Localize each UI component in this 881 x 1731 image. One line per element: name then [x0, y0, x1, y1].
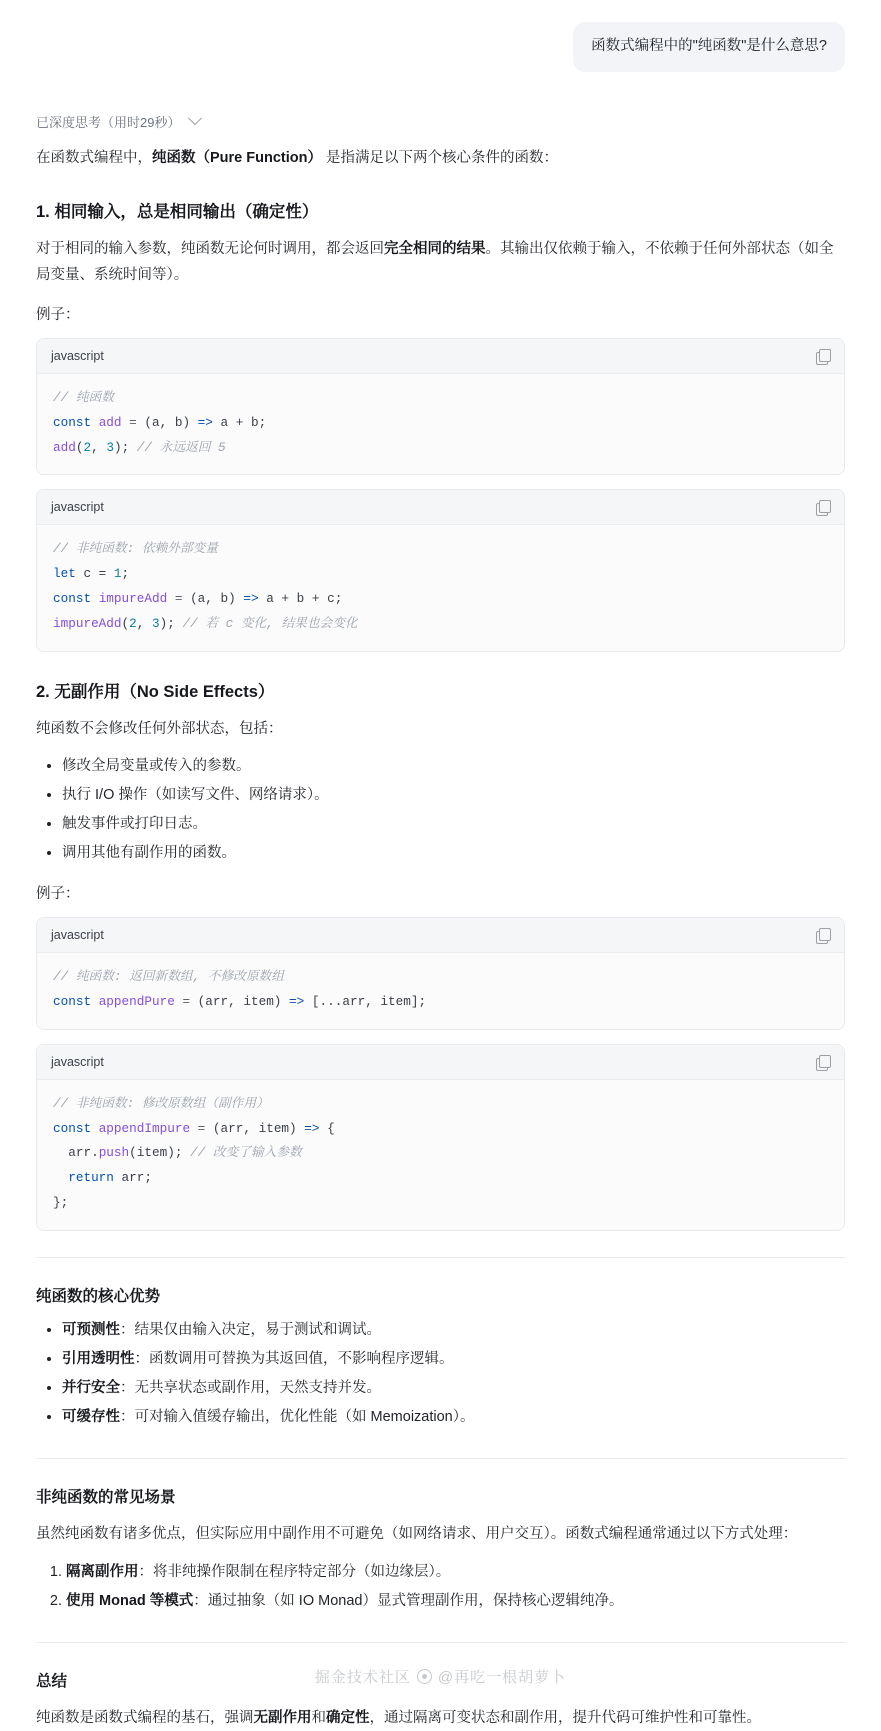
code-token: impureAdd — [98, 591, 168, 607]
code-token: => — [197, 414, 213, 430]
code-token: => — [289, 994, 305, 1010]
divider — [36, 1458, 845, 1459]
code-token: a + b; — [212, 414, 267, 430]
summary-pre: 纯函数是函数式编程的基石，强调 — [36, 1709, 254, 1726]
code-token: , — [136, 615, 153, 631]
code-token: // 若 c 变化, 结果也会变化 — [182, 615, 358, 631]
code-token: [...arr, item]; — [304, 994, 427, 1010]
advantages-list — [36, 1316, 845, 1432]
copy-icon[interactable] — [816, 928, 830, 942]
list-item-term: 可预测性 — [62, 1321, 120, 1338]
code-line — [53, 436, 828, 461]
list-item-term: 隔离副作用 — [66, 1563, 139, 1580]
impure-scenarios-title: 非纯函数的常见场景 — [36, 1488, 176, 1506]
code-line — [53, 537, 828, 562]
code-token: // 纯函数 — [53, 390, 114, 406]
code-token: ( — [121, 615, 130, 631]
list-item-term: 引用透明性 — [62, 1350, 135, 1367]
list-item-desc: ：函数调用可替换为其返回值，不影响程序逻辑。 — [134, 1350, 454, 1367]
section1-para-post: 。其输出仅依赖于输入，不依赖于任何外部状态（如全局变量、系统时间等）。 — [36, 240, 834, 284]
section1-para-pre: 对于相同的输入参数，纯函数无论何时调用，都会返回 — [36, 240, 384, 257]
list-item — [62, 1403, 845, 1432]
code-token: const — [53, 1120, 99, 1136]
code-token: => — [243, 591, 259, 607]
section1-title: 1. 相同输入，总是相同输出（确定性） — [36, 202, 319, 221]
divider — [36, 1257, 845, 1258]
code-token: ); — [159, 615, 183, 631]
list-item-desc: ：可对输入值缓存输出，优化性能（如 Memoization）。 — [120, 1408, 475, 1425]
code-block-1-language: javascript — [51, 349, 104, 364]
list-item-term: 使用 Monad 等模式 — [66, 1592, 194, 1609]
code-token: push — [98, 1145, 130, 1161]
impure-scenarios-paragraph: 虽然纯函数有诸多优点，但实际应用中副作用不可避免（如网络请求、用户交互）。函数式编程通常通过以下方式处理： — [36, 1525, 798, 1542]
code-token: , — [91, 439, 107, 455]
code-token: const — [53, 414, 99, 430]
list-item: • 调用其他有副作用的函数。 — [62, 839, 845, 868]
summary-mid: 和 — [311, 1709, 326, 1726]
list-item: • 触发事件或打印日志。 — [62, 810, 845, 839]
code-token: // 纯函数: 返回新数组, 不修改原数组 — [53, 969, 284, 985]
code-token: add — [98, 414, 122, 430]
user-message-row — [36, 0, 845, 72]
code-token: ( — [75, 439, 84, 455]
list-item-desc: ：将非纯操作限制在程序特定部分（如边缘层）。 — [138, 1563, 451, 1580]
copy-icon[interactable] — [816, 1055, 830, 1069]
summary-paragraph — [36, 1705, 845, 1731]
code-token: const — [53, 994, 99, 1010]
summary-bold-1: 无副作用 — [253, 1709, 312, 1726]
code-line — [53, 612, 828, 637]
list-item — [66, 1558, 845, 1587]
code-token: arr; — [113, 1170, 152, 1186]
code-token: (item); — [129, 1145, 191, 1161]
section2-bullet-list — [36, 752, 845, 868]
code-token: arr. — [53, 1145, 99, 1161]
section2-example-label: 例子： — [36, 886, 80, 903]
code-token: 3 — [106, 439, 114, 455]
code-block-4-language: javascript — [51, 1054, 104, 1069]
code-line — [53, 1191, 828, 1216]
copy-icon[interactable] — [816, 349, 830, 363]
list-item-desc: ：结果仅由输入决定，易于测试和调试。 — [120, 1321, 381, 1338]
summary-post: ，通过隔离可变状态和副作用，提升代码可维护性和可靠性。 — [369, 1709, 761, 1726]
copy-icon[interactable] — [816, 500, 830, 514]
list-item-desc: ：通过抽象（如 IO Monad）显式管理副作用，保持核心逻辑纯净。 — [193, 1592, 624, 1609]
code-token: appendImpure — [98, 1120, 191, 1136]
watermark-left: 掘金技术社区 — [314, 1669, 411, 1687]
code-token: impureAdd — [53, 615, 122, 631]
list-item — [62, 1316, 845, 1345]
code-token: { — [319, 1120, 335, 1136]
list-item: • 执行 I/O 操作（如读写文件、网络请求）。 — [62, 781, 845, 810]
code-token: ); — [113, 439, 137, 455]
list-item — [66, 1587, 845, 1616]
code-block-4-body — [37, 1080, 844, 1230]
code-block-1-header — [37, 339, 844, 374]
code-line — [53, 1117, 828, 1142]
intro-pre: 在函数式编程中， — [36, 149, 152, 166]
code-line — [53, 587, 828, 612]
code-line — [53, 990, 828, 1015]
code-token: (arr, item) — [212, 1120, 305, 1136]
section1-para-bold: 完全相同的结果 — [384, 240, 486, 257]
code-token: appendPure — [98, 994, 175, 1010]
code-token: // 永远返回 5 — [136, 439, 226, 455]
code-block-1-body — [37, 374, 844, 474]
code-line — [53, 386, 828, 411]
code-block-2-header — [37, 490, 844, 525]
intro-bold: 纯函数（Pure Function） — [152, 149, 322, 166]
code-token: const — [53, 591, 99, 607]
section2-title: 2. 无副作用（No Side Effects） — [36, 682, 275, 701]
thinking-label: 已深度思考（用时29秒） — [36, 114, 181, 130]
intro-paragraph — [36, 145, 845, 172]
code-block-3-language: javascript — [51, 928, 104, 943]
code-token: return — [53, 1170, 114, 1186]
code-block-4 — [36, 1044, 845, 1231]
watermark-right: @再吃一根胡萝卜 — [437, 1669, 567, 1687]
advantages-title: 纯函数的核心优势 — [36, 1287, 161, 1305]
code-token: (arr, item) — [197, 994, 290, 1010]
code-token: = — [190, 1120, 213, 1136]
code-token: }; — [53, 1194, 69, 1210]
code-block-2-body — [37, 525, 844, 650]
code-block-2 — [36, 489, 845, 651]
summary-bold-2: 确定性 — [326, 1709, 370, 1726]
code-line — [53, 1166, 828, 1191]
code-token: 1 — [113, 566, 122, 582]
impure-scenarios-list — [36, 1558, 845, 1616]
user-message-bubble: 函数式编程中的"纯函数"是什么意思? — [573, 22, 845, 72]
code-block-3 — [36, 917, 845, 1030]
code-token: ; — [121, 566, 130, 582]
code-token: (a, b) — [190, 591, 244, 607]
list-item — [62, 1345, 845, 1374]
list-item-desc: ：无共享状态或副作用，天然支持并发。 — [120, 1379, 381, 1396]
code-token: // 非纯函数: 修改原数组（副作用） — [53, 1095, 269, 1111]
code-block-3-body — [37, 953, 844, 1029]
code-token: = — [121, 414, 145, 430]
list-item-term: 可缓存性 — [62, 1408, 120, 1425]
code-token: = — [167, 591, 191, 607]
code-token: // 改变了输入参数 — [190, 1145, 302, 1161]
summary-title: 总结 — [36, 1672, 68, 1690]
section2-paragraph: 纯函数不会修改任何外部状态，包括： — [36, 720, 283, 737]
code-block-3-header — [37, 918, 844, 953]
code-token: 2 — [83, 439, 92, 455]
code-token: // 非纯函数: 依赖外部变量 — [53, 541, 218, 557]
section1-paragraph — [36, 236, 845, 290]
code-token: 3 — [152, 615, 160, 631]
code-line — [53, 965, 828, 990]
code-token: add — [53, 439, 76, 455]
code-token: a + b + c; — [258, 591, 343, 607]
code-block-1 — [36, 338, 845, 475]
code-line — [53, 562, 828, 587]
code-token: c = — [75, 566, 114, 582]
code-line — [53, 1141, 828, 1166]
list-item — [62, 1374, 845, 1403]
list-item: • 修改全局变量或传入的参数。 — [62, 752, 845, 781]
divider — [36, 1642, 845, 1643]
intro-post: 是指满足以下两个核心条件的函数： — [321, 149, 559, 166]
code-token: = — [174, 994, 198, 1010]
chevron-down-icon[interactable] — [188, 111, 202, 125]
code-token: (a, b) — [144, 414, 198, 430]
code-token: => — [304, 1120, 320, 1136]
list-item-term: 并行安全 — [62, 1379, 120, 1396]
code-block-4-header — [37, 1045, 844, 1080]
section1-example-label: 例子： — [36, 307, 80, 324]
code-token: 2 — [129, 615, 137, 631]
code-line — [53, 411, 828, 436]
thinking-summary[interactable] — [36, 112, 845, 131]
code-token: let — [53, 566, 76, 582]
code-line — [53, 1092, 828, 1117]
code-block-2-language: javascript — [51, 500, 104, 515]
